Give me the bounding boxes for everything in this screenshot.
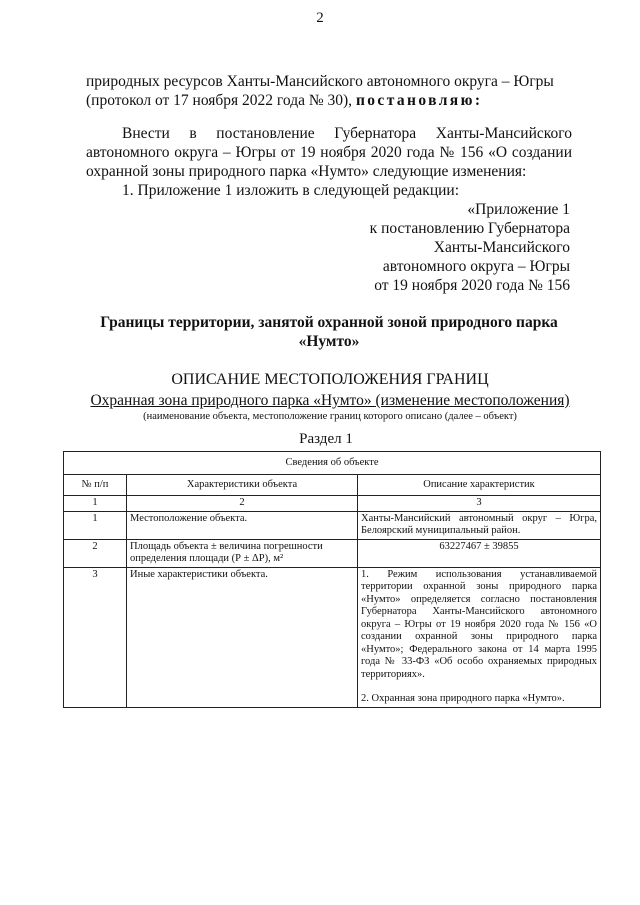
object-name: Охранная зона природного парка «Нумто» (изменение местоположения) bbox=[90, 392, 570, 409]
description-title: ОПИСАНИЕ МЕСТОПОЛОЖЕНИЯ ГРАНИЦ bbox=[171, 371, 489, 388]
intro-line-1: природных ресурсов Ханты-Мансийского автономного округа – Югры bbox=[86, 73, 554, 90]
appendix-reference bbox=[240, 200, 570, 295]
row-number: 3 bbox=[64, 567, 127, 707]
column-number-row bbox=[64, 496, 601, 512]
table-caption-row bbox=[64, 452, 601, 475]
table-row bbox=[64, 567, 601, 707]
appendix-line-5: от 19 ноября 2020 года № 156 bbox=[374, 277, 570, 294]
page-number: 2 bbox=[316, 10, 324, 26]
row-number: 1 bbox=[64, 511, 127, 539]
row-number: 2 bbox=[64, 539, 127, 567]
row-description bbox=[358, 567, 601, 707]
column-number: 2 bbox=[127, 496, 358, 512]
column-number: 1 bbox=[64, 496, 127, 512]
table-caption: Сведения об объекте bbox=[64, 452, 601, 475]
row-characteristic: Местоположение объекта. bbox=[127, 511, 358, 539]
appendix-line-4: автономного округа – Югры bbox=[382, 258, 570, 275]
item-1-paragraph: 1. Приложение 1 изложить в следующей редакции: bbox=[122, 182, 460, 199]
column-number: 3 bbox=[358, 496, 601, 512]
heading-line-2: «Нумто» bbox=[298, 333, 360, 350]
description-paragraph-2: 2. Охранная зона природного парка «Нумто». bbox=[361, 693, 565, 704]
intro-paragraph bbox=[86, 72, 572, 110]
appendix-line-3: Ханты-Мансийского bbox=[433, 239, 570, 256]
section-title: Раздел 1 bbox=[299, 431, 353, 447]
appendix-line-2: к постановлению Губернатора bbox=[369, 220, 570, 237]
header-description: Описание характеристик bbox=[358, 475, 601, 496]
document-heading bbox=[86, 313, 572, 351]
description-paragraph-1: 1. Режим использования устанавливаемой территории охранной зоны природного парка «Нумто» определяется согласно постановления Губернатора Ханты-Мансийского автономного округа – Югры от 19 ноября 2020 года № 156 «О создании охранной зоны природного парка «Нумто»; Федерального закона от 14 марта 1995 года № 33-ФЗ «Об особо охраняемых природных территориях». bbox=[361, 568, 597, 680]
row-description: Ханты-Мансийский автономный округ – Югра, Белоярский муниципальный район. bbox=[358, 511, 601, 539]
table-header-row bbox=[64, 475, 601, 496]
object-name-note: (наименование объекта, местоположение границ которого описано (далее – объект) bbox=[143, 411, 517, 422]
header-characteristic: Характеристики объекта bbox=[127, 475, 358, 496]
heading-line-1: Границы территории, занятой охранной зоной природного парка bbox=[100, 314, 558, 331]
appendix-line-1: «Приложение 1 bbox=[467, 201, 570, 218]
resolution-word: постановляю: bbox=[355, 92, 483, 109]
object-info-table bbox=[63, 451, 601, 708]
table-row bbox=[64, 511, 601, 539]
decree-paragraph: Внести в постановление Губернатора Ханты-Мансийского автономного округа – Югры от 19 ноября 2020 года № 156 «О создании охранной зоны природного парка «Нумто» следующие изменения: bbox=[86, 125, 572, 180]
header-number: № п/п bbox=[64, 475, 127, 496]
row-description: 63227467 ± 39855 bbox=[358, 539, 601, 567]
intro-line-2: (протокол от 17 ноября 2022 года № 30), bbox=[86, 92, 353, 109]
row-characteristic: Иные характеристики объекта. bbox=[127, 567, 358, 707]
row-characteristic: Площадь объекта ± величина погрешности определения площади (Р ± ΔР), м² bbox=[127, 539, 358, 567]
table-row bbox=[64, 539, 601, 567]
